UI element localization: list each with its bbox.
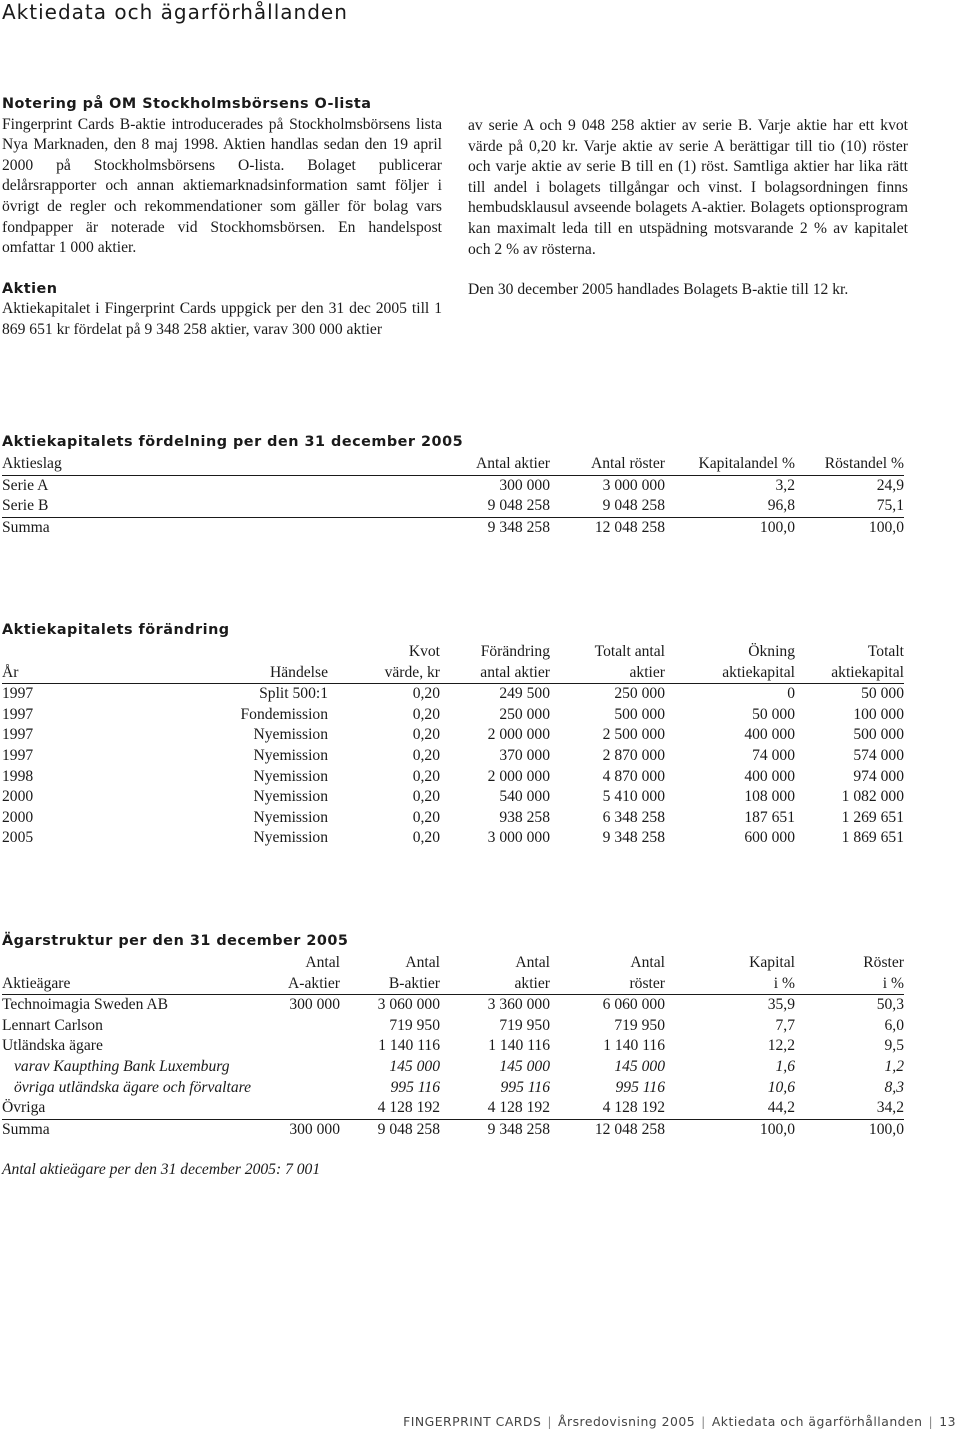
header-cell: B-aktier: [340, 974, 440, 995]
cell: 9 348 258: [602, 829, 665, 847]
cell: 540 000: [499, 788, 550, 806]
cell: övriga utländska ägare och förvaltare: [14, 1078, 252, 1096]
header-cell: aktiekapital: [795, 663, 904, 684]
cell: 108 000: [744, 788, 795, 806]
cell: 100,0: [665, 517, 795, 538]
table-row: [2, 1016, 904, 1037]
cell: [264, 1078, 340, 1099]
header-cell: År: [2, 663, 117, 684]
cell: 2 000 000: [487, 726, 550, 744]
header-cell: [117, 642, 328, 663]
cell: 8,3: [884, 1078, 904, 1096]
listing-paragraph: Fingerprint Cards B-aktie introducerades på Stockholmsbörsens lista Nya Marknaden, den 8 maj 1998. Aktien handlas sedan den 19 april 2000 på Stockholmsbörsens O-lista. Bolaget publicerar delårsrapporter och annan aktiemarknadsinformation samt följer i övrigt de regler och rekommendationer som gäller för bolag vars fondpapper är noterade vid Stockhomsbörsen. En handelspost omfattar 1 000 aktier.: [2, 115, 442, 257]
cell: Split 500:1: [259, 685, 328, 703]
cell: 5 410 000: [602, 788, 665, 806]
header-cell: aktiekapital: [665, 663, 795, 684]
cell: [264, 1036, 340, 1057]
table-row: [2, 1098, 904, 1119]
cell: 1 140 116: [488, 1037, 550, 1055]
cell: 50 000: [861, 685, 904, 703]
cell: 44,2: [767, 1099, 795, 1117]
cell: 9,5: [884, 1037, 904, 1055]
cell: 100,0: [795, 517, 904, 538]
share-paragraph-continued: av serie A och 9 048 258 aktier av serie B. Varje aktie har ett kvot värde på 0,20 kr. Varje aktie av serie A berättigar till tio (10) röster och varje aktie av serie B till en (1) röst. Samtliga aktier har lika rätt till andel i bolagets tillgångar och vinst. I bolagsordningen finns hembudsklausul avseende bolagets A-aktier. Bolagets optionsprogram kan maximalt leda till en utspädning motsvarande 2 % av kapitalet och 2 % av rösterna.: [468, 117, 908, 258]
cell: 249 500: [499, 685, 550, 703]
cell: Nyemission: [253, 726, 328, 744]
header-cell: Förändring: [480, 643, 550, 660]
header-cell: Totalt antal: [594, 643, 665, 660]
share-capital-changes-title: Aktiekapitalets förändring: [2, 622, 230, 638]
cell: 2000: [2, 788, 34, 806]
cell: 9 048 258: [487, 497, 550, 515]
cell: 100 000: [853, 705, 904, 723]
cell: 1997: [2, 685, 34, 703]
cell: 145 000: [389, 1057, 440, 1075]
cell: 75,1: [876, 497, 904, 515]
cell: [264, 1098, 340, 1119]
cell: 96,8: [767, 497, 795, 515]
cell: 0,20: [412, 726, 440, 744]
cell: Övriga: [2, 1099, 46, 1117]
right-text-column: [468, 116, 908, 301]
cell: 1,2: [884, 1057, 904, 1075]
cell: 4 128 192: [377, 1099, 440, 1117]
cell: 1 869 651: [841, 829, 904, 847]
header-cell: Kapital: [749, 954, 795, 971]
footer-page-number: 13: [939, 1414, 956, 1429]
cell: 2 000 000: [487, 767, 550, 785]
footer-separator: |: [701, 1414, 706, 1429]
table-row: [2, 995, 904, 1016]
cell: 74 000: [752, 746, 795, 764]
cell: 1 140 116: [378, 1037, 440, 1055]
table-total-row: [2, 1119, 904, 1140]
header-cell: Antal: [305, 954, 340, 971]
cell: 995 116: [500, 1078, 550, 1096]
cell: 1997: [2, 705, 34, 723]
cell: Lennart Carlson: [2, 1016, 103, 1034]
table-row: [2, 787, 904, 808]
cell: 12,2: [767, 1037, 795, 1055]
cell: 9 048 258: [340, 1119, 440, 1140]
cell: 574 000: [853, 746, 904, 764]
cell: varav Kaupthing Bank Luxemburg: [14, 1057, 230, 1075]
table-row: [2, 1078, 904, 1099]
cell: 100,0: [795, 1119, 904, 1140]
cell: 34,2: [876, 1099, 904, 1117]
table-row: [2, 808, 904, 829]
header-cell: aktier: [550, 663, 665, 684]
cell: 6 060 000: [602, 996, 665, 1014]
cell: 400 000: [744, 726, 795, 744]
table-header-row-top: [2, 642, 904, 663]
cell: 50 000: [752, 705, 795, 723]
table-total-row: [2, 517, 904, 538]
cell: Nyemission: [253, 808, 328, 826]
header-cell: Aktieslag: [2, 454, 352, 475]
cell: Summa: [2, 517, 352, 538]
left-text-column: [2, 94, 442, 341]
cell: 1997: [2, 726, 34, 744]
cell: [264, 1057, 340, 1078]
cell: 145 000: [499, 1057, 550, 1075]
cell: 995 116: [390, 1078, 440, 1096]
header-cell: Antal: [405, 954, 440, 971]
cell: 4 870 000: [602, 767, 665, 785]
header-cell: Ökning: [748, 643, 795, 660]
cell: 9 048 258: [602, 497, 665, 515]
table-row: [2, 684, 904, 705]
cell: 6,0: [884, 1016, 904, 1034]
cell: Technoimagia Sweden AB: [2, 996, 169, 1014]
cell: 12 048 258: [550, 1119, 665, 1140]
cell: 719 950: [389, 1016, 440, 1034]
cell: 300 000: [289, 996, 340, 1014]
table-row: [2, 767, 904, 788]
listing-heading: Notering på OM Stockholmsbörsens O-lista: [2, 96, 372, 112]
cell: Nyemission: [253, 767, 328, 785]
header-cell: Totalt: [867, 643, 904, 660]
share-capital-distribution-title: Aktiekapitalets fördelning per den 31 december 2005: [2, 434, 464, 450]
cell: 0,20: [412, 829, 440, 847]
cell: 600 000: [744, 829, 795, 847]
header-cell: Händelse: [117, 663, 328, 684]
cell: 0,20: [412, 767, 440, 785]
header-cell: i %: [665, 974, 795, 995]
ownership-structure-title: Ägarstruktur per den 31 december 2005: [2, 933, 349, 949]
cell: 500 000: [853, 726, 904, 744]
cell: 3,2: [775, 476, 795, 494]
footer-separator: |: [547, 1414, 552, 1429]
header-cell: Antal: [515, 954, 550, 971]
share-heading: Aktien: [2, 280, 58, 297]
cell: 250 000: [499, 705, 550, 723]
cell: 3 000 000: [487, 829, 550, 847]
cell: 2000: [2, 808, 34, 826]
cell: Serie B: [2, 497, 49, 515]
cell: 7,7: [775, 1016, 795, 1034]
header-cell: [2, 642, 117, 663]
cell: 4 128 192: [487, 1099, 550, 1117]
footer-report: Årsredovisning 2005: [558, 1414, 696, 1429]
header-cell: Kapitalandel %: [665, 454, 795, 475]
footer-section: Aktiedata och ägarförhållanden: [711, 1414, 923, 1429]
table-header-row-top: [2, 953, 904, 974]
table-body: [2, 995, 904, 1141]
cell: 0: [787, 685, 795, 703]
cell: 0,20: [412, 705, 440, 723]
cell: 100,0: [665, 1119, 795, 1140]
header-cell: Röster: [863, 954, 904, 971]
share-price-paragraph: Den 30 december 2005 handlades Bolagets B-aktie till 12 kr.: [468, 281, 849, 299]
table-row: [2, 496, 904, 517]
cell: 12 048 258: [550, 517, 665, 538]
cell: 1 269 651: [841, 808, 904, 826]
cell: 0,20: [412, 685, 440, 703]
cell: 1998: [2, 767, 34, 785]
cell: 300 000: [264, 1119, 340, 1140]
cell: 300 000: [499, 476, 550, 494]
cell: 0,20: [412, 746, 440, 764]
cell: 1 082 000: [841, 788, 904, 806]
header-cell: röster: [550, 974, 665, 995]
cell: 9 348 258: [440, 1119, 550, 1140]
cell: Nyemission: [253, 788, 328, 806]
share-capital-changes-table: [2, 642, 904, 849]
cell: 9 348 258: [352, 517, 550, 538]
header-cell: värde, kr: [328, 663, 440, 684]
cell: Summa: [2, 1119, 264, 1140]
cell: Utländska ägare: [2, 1037, 103, 1055]
cell: 0,20: [412, 788, 440, 806]
cell: 370 000: [499, 746, 550, 764]
table-header-row: [2, 454, 904, 475]
table-header-row: [2, 974, 904, 995]
cell: 250 000: [614, 685, 665, 703]
share-capital-distribution-section: [2, 434, 904, 538]
cell: 6 348 258: [602, 808, 665, 826]
cell: 500 000: [614, 705, 665, 723]
page-footer: [403, 1414, 956, 1429]
cell: 24,9: [876, 476, 904, 494]
share-capital-distribution-table: [2, 454, 904, 538]
header-cell: A-aktier: [264, 974, 340, 995]
header-cell: Röstandel %: [795, 454, 904, 475]
cell: 3 060 000: [377, 996, 440, 1014]
table-row: [2, 746, 904, 767]
cell: [264, 1016, 340, 1037]
cell: 10,6: [767, 1078, 795, 1096]
cell: 2005: [2, 829, 34, 847]
ownership-structure-table: [2, 953, 904, 1140]
cell: Nyemission: [253, 746, 328, 764]
footer-company: FINGERPRINT CARDS: [403, 1414, 542, 1429]
cell: 719 950: [499, 1016, 550, 1034]
cell: 938 258: [499, 808, 550, 826]
cell: 35,9: [767, 996, 795, 1014]
header-cell: Aktieägare: [2, 974, 264, 995]
shareholder-count-footnote: Antal aktieägare per den 31 december 2005: 7 001: [2, 1161, 321, 1178]
header-cell: Antal röster: [550, 454, 665, 475]
cell: 4 128 192: [602, 1099, 665, 1117]
footer-separator: |: [928, 1414, 934, 1429]
table-row: [2, 1057, 904, 1078]
cell: 3 000 000: [602, 476, 665, 494]
cell: Fondemission: [240, 705, 328, 723]
cell: Serie A: [2, 476, 49, 494]
cell: 3 360 000: [487, 996, 550, 1014]
header-cell: Kvot: [408, 643, 440, 660]
share-paragraph: Aktiekapitalet i Fingerprint Cards uppgick per den 31 dec 2005 till 1 869 651 kr fördelat på 9 348 258 aktier, varav 300 000 aktier: [2, 300, 442, 338]
cell: 1,6: [775, 1057, 795, 1075]
table-row: [2, 725, 904, 746]
cell: 1997: [2, 746, 34, 764]
header-cell: aktier: [440, 974, 550, 995]
table-body: [2, 684, 904, 849]
table-row: [2, 828, 904, 849]
table-row: [2, 1036, 904, 1057]
table-header-row: [2, 663, 904, 684]
table-row: [2, 475, 904, 496]
ownership-structure-section: [2, 933, 904, 1140]
cell: 187 651: [744, 808, 795, 826]
header-cell: i %: [795, 974, 904, 995]
cell: 50,3: [876, 996, 904, 1014]
header-cell: antal aktier: [440, 663, 550, 684]
cell: Nyemission: [253, 829, 328, 847]
page-title: Aktiedata och ägarförhållanden: [2, 0, 348, 24]
cell: 145 000: [614, 1057, 665, 1075]
cell: 974 000: [853, 767, 904, 785]
header-cell: [2, 953, 264, 974]
cell: 0,20: [412, 808, 440, 826]
cell: 719 950: [614, 1016, 665, 1034]
header-cell: Antal aktier: [352, 454, 550, 475]
cell: 1 140 116: [603, 1037, 665, 1055]
cell: 400 000: [744, 767, 795, 785]
cell: 995 116: [615, 1078, 665, 1096]
share-capital-changes-section: [2, 622, 904, 849]
cell: 2 500 000: [602, 726, 665, 744]
table-row: [2, 705, 904, 726]
header-cell: Antal: [630, 954, 665, 971]
cell: 2 870 000: [602, 746, 665, 764]
